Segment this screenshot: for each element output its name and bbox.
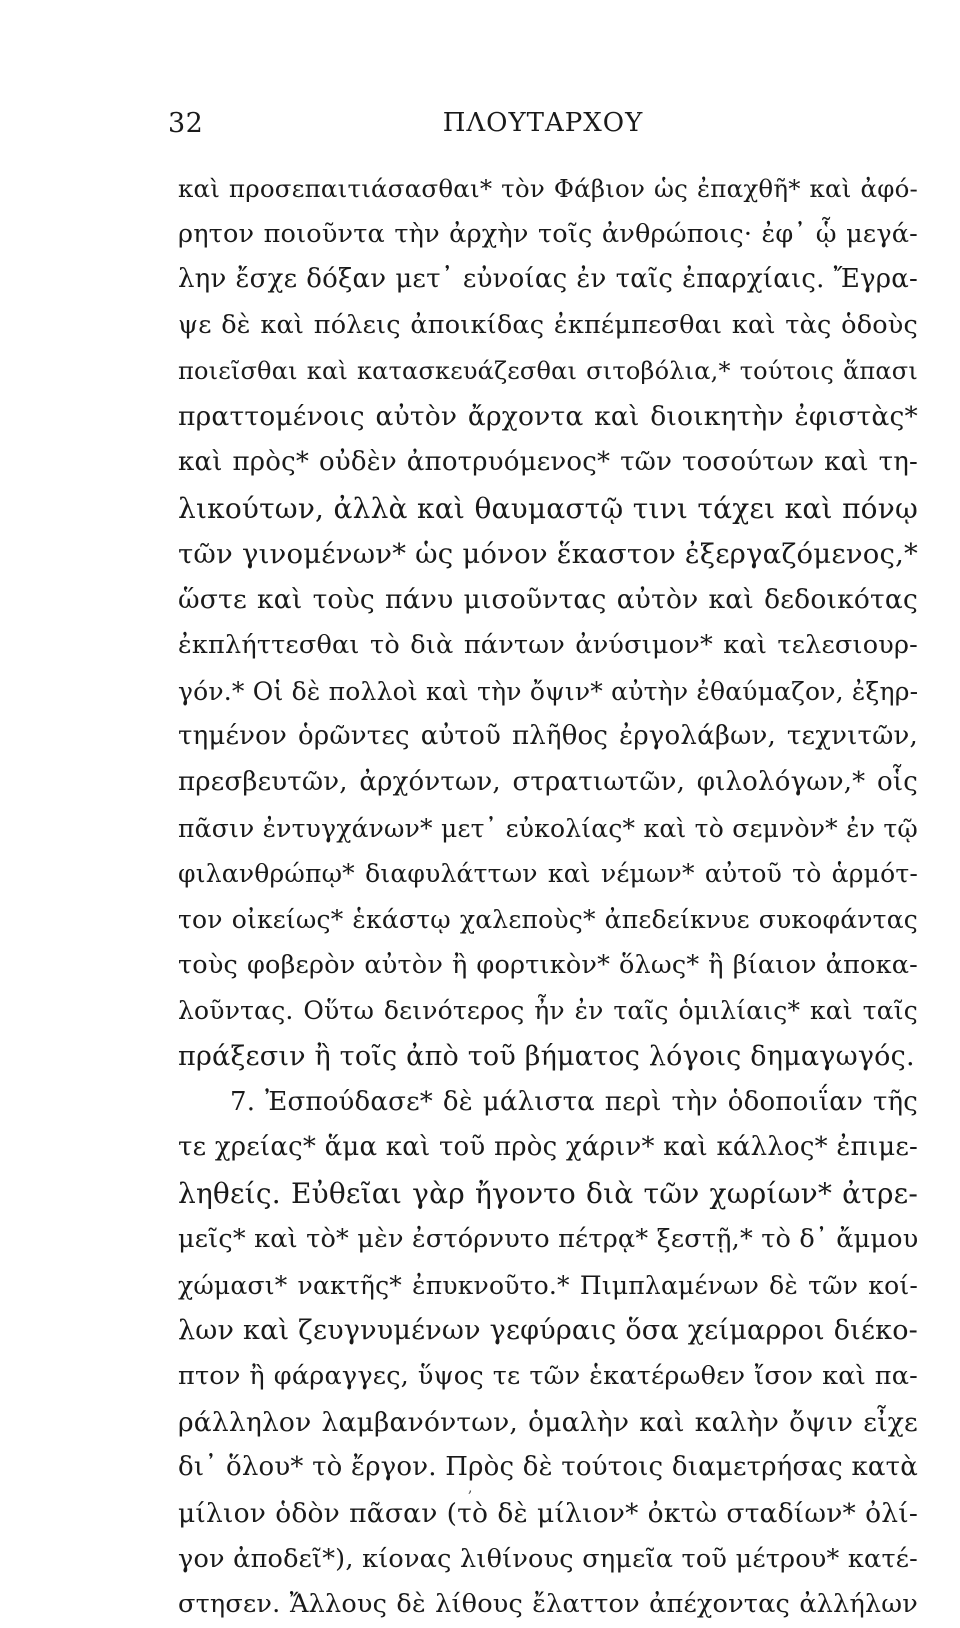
running-title: ΠΛΟΥΤΑΡΧΟΥ bbox=[442, 108, 644, 138]
text-line: λων καὶ ζευγνυμένων γεφύραις ὅσα χείμαρροι διέκο- bbox=[178, 1315, 918, 1347]
text-line: λην ἔσχε δόξαν μετ᾽ εὐνοίας ἐν ταῖς ἐπαρχίαις. Ἔγρα- bbox=[178, 264, 918, 295]
page-number: 32 bbox=[168, 108, 204, 139]
text-line: τημένον ὁρῶντες αὐτοῦ πλῆθος ἐργολάβων, τεχνιτῶν, bbox=[178, 721, 918, 752]
text-line: τοὺς φοβερὸν αὐτὸν ἢ φορτικὸν* ὅλως* ἢ βίαιον ἀποκα- bbox=[178, 949, 918, 980]
text-line: ληθείς. Εὐθεῖαι γὰρ ἤγοντο διὰ τῶν χωρίων* ἀτρε- bbox=[178, 1177, 918, 1211]
text-line: πρεσβευτῶν, ἀρχόντων, στρατιωτῶν, φιλολόγων,* οἷς bbox=[178, 766, 918, 797]
footer-mark: , bbox=[468, 1480, 473, 1496]
text-line: πτον ἢ φάραγγες, ὕψος τε τῶν ἑκατέρωθεν ἴσον καὶ πα- bbox=[178, 1360, 918, 1391]
text-line: χώμασι* νακτῆς* ἐπυκνοῦτο.* Πιμπλαμένων δὲ τῶν κοί- bbox=[178, 1270, 918, 1300]
text-line: ψε δὲ καὶ πόλεις ἀποικίδας ἐκπέμπεσθαι καὶ τὰς ὁδοὺς bbox=[178, 310, 918, 341]
text-line: τε χρείας* ἅμα καὶ τοῦ πρὸς χάριν* καὶ κάλλος* ἐπιμε- bbox=[178, 1132, 918, 1163]
text-line: ρητον ποιοῦντα τὴν ἀρχὴν τοῖς ἀνθρώποις· ἐφ᾽ ᾧ μεγά- bbox=[178, 218, 918, 249]
text-line: πᾶσιν ἐντυγχάνων* μετ᾽ εὐκολίας* καὶ τὸ σεμνὸν* ἐν τῷ bbox=[178, 813, 918, 843]
text-line: τῶν γινομένων* ὡς μόνον ἕκαστον ἐξεργαζόμενος,* bbox=[178, 537, 918, 570]
text-line: τον οἰκείως* ἑκάστῳ χαλεποὺς* ἀπεδείκνυε συκοφάντας bbox=[178, 905, 918, 934]
section-7-start-line: 7. Ἐσπούδασε* δὲ μάλιστα περὶ τὴν ὁδοποιΐαν τῆς bbox=[230, 1086, 918, 1117]
text-line: καὶ πρὸς* οὐδὲν ἀποτρυόμενος* τῶν τοσούτων καὶ τη- bbox=[178, 447, 918, 478]
text-line: φιλανθρώπῳ* διαφυλάττων καὶ νέμων* αὐτοῦ τὸ ἁρμότ- bbox=[178, 859, 918, 889]
text-line: λοῦντας. Οὕτω δεινότερος ἦν ἐν ταῖς ὁμιλίαις* καὶ ταῖς bbox=[178, 996, 918, 1026]
text-line: ἐκπλήττεσθαι τὸ διὰ πάντων ἀνύσιμον* καὶ τελεσιουρ- bbox=[178, 629, 918, 660]
text-line: ὥστε καὶ τοὺς πάνυ μισοῦντας αὐτὸν καὶ δεδοικότας bbox=[178, 584, 918, 616]
text-line: ράλληλον λαμβανόντων, ὁμαλὴν καὶ καλὴν ὄψιν εἶχε bbox=[178, 1406, 918, 1438]
text-line: γόν.* Οἱ δὲ πολλοὶ καὶ τὴν ὄψιν* αὐτὴν ἐθαύμαζον, ἐξηρ- bbox=[178, 676, 919, 706]
text-line: μίλιον ὁδὸν πᾶσαν (τὸ δὲ μίλιον* ὀκτὼ σταδίων* ὀλί- bbox=[178, 1497, 918, 1529]
text-line: ποιεῖσθαι καὶ κατασκευάζεσθαι σιτοβόλια,* τούτοις ἅπασι bbox=[178, 356, 918, 385]
text-line: δι᾽ ὅλου* τὸ ἔργον. Πρὸς δὲ τούτοις διαμετρήσας κατὰ bbox=[178, 1452, 918, 1483]
text-line: μεῖς* καὶ τὸ* μὲν ἐστόρνυτο πέτρᾳ* ξεστῇ,* τὸ δ᾽ ἄμμου bbox=[178, 1223, 919, 1254]
text-line: καὶ προσεπαιτιάσασθαι* τὸν Φάβιον ὡς ἐπαχθῆ* καὶ ἀφό- bbox=[178, 174, 918, 203]
text-line: γον ἀποδεῖ*), κίονας λιθίνους σημεῖα τοῦ μέτρου* κατέ- bbox=[178, 1543, 918, 1574]
paragraph-end-line: πράξεσιν ἢ τοῖς ἀπὸ τοῦ βήματος λόγοις δημαγωγός. bbox=[178, 1041, 915, 1073]
text-line: λικούτων, ἀλλὰ καὶ θαυμαστῷ τινι τάχει καὶ πόνῳ bbox=[178, 491, 918, 525]
text-line: στησεν. Ἄλλους δὲ λίθους ἔλαττον ἀπέχοντας ἀλλήλων bbox=[178, 1589, 918, 1620]
text-line: πραττομένοις αὐτὸν ἄρχοντα καὶ διοικητὴν ἐφιστὰς* bbox=[178, 401, 918, 433]
page-header bbox=[168, 108, 918, 148]
body-text bbox=[178, 166, 918, 1628]
